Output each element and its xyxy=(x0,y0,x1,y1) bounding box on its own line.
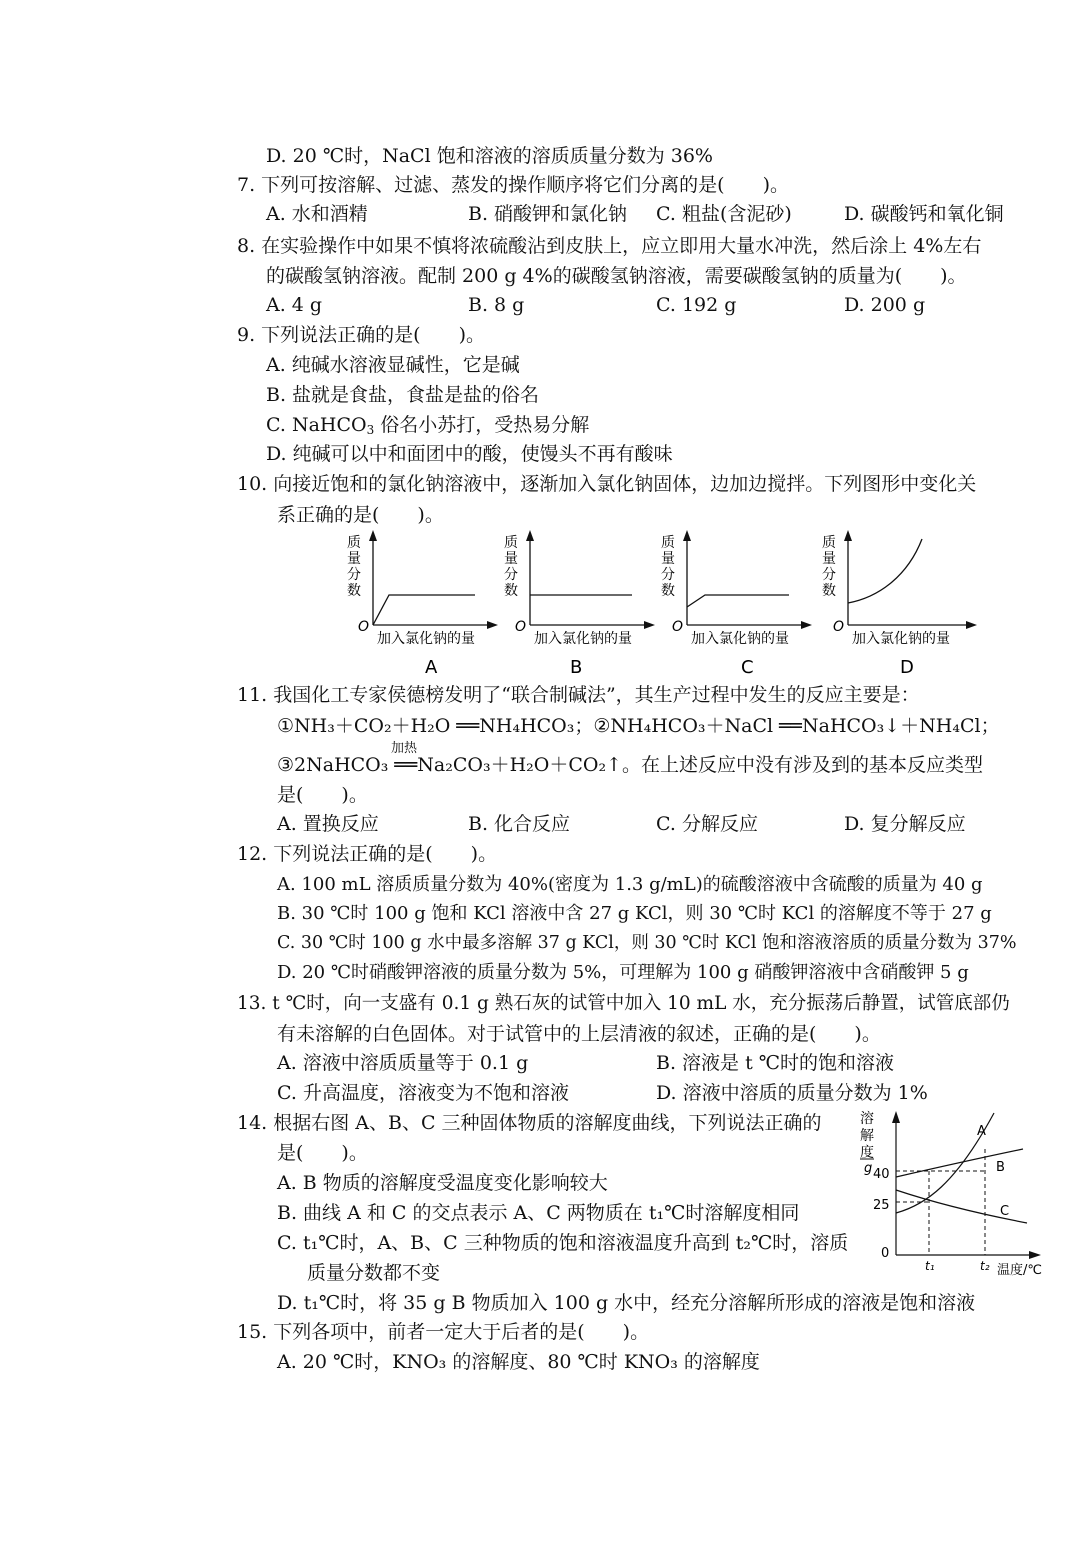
graph-letter: A xyxy=(425,657,438,678)
q14-option-b: B. 曲线 A 和 C 的交点表示 A、C 两物质在 t₁℃时溶解度相同 xyxy=(277,1202,800,1224)
curve-label-b: B xyxy=(996,1160,1005,1175)
origin-label: O xyxy=(672,619,684,635)
ylabel-char-3: 分 xyxy=(504,567,518,583)
q9-option-c xyxy=(266,412,589,438)
q15-stem: 15. 下列各项中，前者一定大于后者的是( )。 xyxy=(237,1321,650,1343)
q13-option-a: A. 溶液中溶质质量等于 0.1 g xyxy=(277,1052,529,1074)
x-axis-arrow xyxy=(644,621,655,629)
curve-label-a: A xyxy=(977,1124,986,1139)
graph-letter: B xyxy=(570,657,583,678)
q11-stem-end: 是( )。 xyxy=(277,784,368,806)
q8-option-b: B. 8 g xyxy=(468,294,525,316)
ylabel-char-3: 分 xyxy=(822,567,836,583)
q11-stem-line1: 11. 我国化工专家侯德榜发明了“联合制碱法”，其生产过程中发生的反应主要是： xyxy=(237,684,920,706)
ylabel-char-1: 质 xyxy=(661,535,675,551)
ylabel-char-3: 分 xyxy=(661,567,675,583)
q9-c-sub: 3 xyxy=(366,423,375,437)
origin-label: O xyxy=(515,619,527,635)
q8-stem-line2: 的碳酸氢钠溶液。配制 200 g 4%的碳酸氢钠溶液，需要碳酸氢钠的质量为( )。 xyxy=(266,265,967,287)
ylabel-char-2: 量 xyxy=(661,551,675,567)
x-axis-arrow xyxy=(801,621,812,629)
origin-label: O xyxy=(833,619,845,635)
ylabel-char-3: 分 xyxy=(347,567,361,583)
ylabel-char-1: 质 xyxy=(822,535,836,551)
q10-stem-line2: 系正确的是( )。 xyxy=(277,504,444,526)
q12-option-b: B. 30 ℃时 100 g 饱和 KCl 溶液中含 27 g KCl，则 30 ℃时 KCl 的溶解度不等于 27 g xyxy=(277,903,992,924)
ylabel-char-1: 质 xyxy=(504,535,518,551)
q10-graph-b-svg xyxy=(502,525,657,685)
q7-stem: 7. 下列可按溶解、过滤、蒸发的操作顺序将它们分离的是( )。 xyxy=(237,174,789,196)
ylabel-char-1: 质 xyxy=(347,535,361,551)
ylabel-char-3: 度 xyxy=(860,1145,874,1161)
q11-option-b: B. 化合反应 xyxy=(468,813,571,835)
q12-option-d: D. 20 ℃时硝酸钾溶液的质量分数为 5%，可理解为 100 g 硝酸钾溶液中含硝酸钾 5 g xyxy=(277,962,969,983)
y-axis-arrow xyxy=(892,1111,900,1123)
q10-graph-c xyxy=(659,525,814,685)
y-axis-arrow xyxy=(683,530,691,541)
q10-graph-a-svg xyxy=(345,525,500,685)
curve xyxy=(373,595,475,625)
x-axis-arrow xyxy=(966,621,977,629)
q12-option-c: C. 30 ℃时 100 g 水中最多溶解 37 g KCl，则 30 ℃时 KCl 饱和溶液溶质的质量分数为 37% xyxy=(277,933,1017,953)
y-axis-arrow xyxy=(369,530,377,541)
q7-option-c: C. 粗盐(含泥砂) xyxy=(656,203,792,225)
y-tick-25: 25 xyxy=(873,1198,890,1213)
ylabel-char-4: 数 xyxy=(822,583,836,599)
q10-graph-c-svg xyxy=(659,525,814,685)
q12-stem: 12. 下列说法正确的是( )。 xyxy=(237,843,498,865)
q14-option-c-line2: 质量分数都不变 xyxy=(307,1262,441,1284)
ylabel-char-2: 量 xyxy=(822,551,836,567)
origin-label: O xyxy=(358,619,370,635)
q13-option-d: D. 溶液中溶质的质量分数为 1% xyxy=(656,1082,928,1104)
q9-option-d: D. 纯碱可以中和面团中的酸，使馒头不再有酸味 xyxy=(266,443,673,465)
q14-stem-line2: 是( )。 xyxy=(277,1142,368,1164)
q10-graph-a xyxy=(345,525,500,685)
q9-c-post: 俗名小苏打，受热易分解 xyxy=(374,414,590,436)
x-axis-arrow xyxy=(487,621,498,629)
q7-option-a: A. 水和酒精 xyxy=(266,203,368,225)
q13-option-c: C. 升高温度，溶液变为不饱和溶液 xyxy=(277,1082,569,1104)
x-tick-t1: t₁ xyxy=(925,1259,935,1273)
xlabel: 加入氯化钠的量 xyxy=(377,631,475,647)
q8-option-a: A. 4 g xyxy=(266,294,323,316)
q14-option-a: A. B 物质的溶解度受温度变化影响较大 xyxy=(277,1172,608,1194)
y-tick-0: 0 xyxy=(881,1246,890,1261)
curve xyxy=(848,539,922,603)
q11-option-d: D. 复分解反应 xyxy=(844,813,966,835)
q8-option-c: C. 192 g xyxy=(656,294,737,316)
q11-r3-condition: 加热 xyxy=(391,741,418,756)
q10-stem-line1: 10. 向接近饱和的氯化钠溶液中，逐渐加入氯化钠固体，边加边搅拌。下列图形中变化关 xyxy=(237,473,977,495)
ylabel-char-2: 解 xyxy=(860,1128,874,1144)
graph-letter: C xyxy=(741,657,754,678)
q9-stem: 9. 下列说法正确的是( )。 xyxy=(237,324,485,346)
q12-option-a: A. 100 mL 溶质质量分数为 40%(密度为 1.3 g/mL)的硫酸溶液中含硫酸的质量为 40 g xyxy=(277,874,983,895)
y-tick-40: 40 xyxy=(873,1167,890,1182)
xlabel: 加入氯化钠的量 xyxy=(691,631,789,647)
q10-graph-d-svg xyxy=(820,525,980,685)
q9-option-b: B. 盐就是食盐，食盐是盐的俗名 xyxy=(266,384,540,406)
curve-label-c: C xyxy=(1000,1204,1010,1219)
ylabel-char-2: 量 xyxy=(347,551,361,567)
ylabel-char-4: g xyxy=(864,1161,873,1176)
q15-option-a: A. 20 ℃时，KNO₃ 的溶解度、80 ℃时 KNO₃ 的溶解度 xyxy=(277,1351,760,1373)
ylabel-char-4: 数 xyxy=(661,583,675,599)
y-axis-arrow xyxy=(844,530,852,541)
q14-option-c-line1: C. t₁℃时，A、B、C 三种物质的饱和溶液温度升高到 t₂℃时，溶质 xyxy=(277,1232,849,1254)
q8-option-d: D. 200 g xyxy=(844,294,926,316)
q13-option-b: B. 溶液是 t ℃时的饱和溶液 xyxy=(656,1052,895,1074)
q14-stem-line1: 14. 根据右图 A、B、C 三种固体物质的溶解度曲线，下列说法正确的 xyxy=(237,1112,822,1134)
xlabel: 温度/℃ xyxy=(997,1263,1042,1278)
q11-option-a: A. 置换反应 xyxy=(277,813,379,835)
graph-letter: D xyxy=(900,657,914,678)
q11-option-c: C. 分解反应 xyxy=(656,813,758,835)
q10-graph-d xyxy=(820,525,980,685)
q8-stem-line1: 8. 在实验操作中如果不慎将浓硫酸沾到皮肤上，应立即用大量水冲洗，然后涂上 4%左右 xyxy=(237,235,982,257)
ylabel-char-4: 数 xyxy=(347,583,361,599)
q9-c-pre: C. NaHCO xyxy=(266,414,367,436)
ylabel-char-2: 量 xyxy=(504,551,518,567)
curve xyxy=(687,595,789,607)
q9-option-a: A. 纯碱水溶液显碱性，它是碱 xyxy=(266,354,520,376)
x-tick-t2: t₂ xyxy=(980,1259,990,1273)
q11-reaction-3: ③2NaHCO₃ ══Na₂CO₃＋H₂O＋CO₂↑。在上述反应中没有涉及到的基本反应类型 xyxy=(277,754,984,776)
q7-option-d: D. 碳酸钙和氧化铜 xyxy=(844,203,1004,225)
ylabel-char-1: 溶 xyxy=(860,1111,874,1127)
q6-option-d: D. 20 ℃时，NaCl 饱和溶液的溶质质量分数为 36% xyxy=(266,145,713,167)
q13-stem-line2: 有未溶解的白色固体。对于试管中的上层清液的叙述，正确的是( )。 xyxy=(277,1023,881,1045)
q14-option-d: D. t₁℃时，将 35 g B 物质加入 100 g 水中，经充分溶解所形成的溶液是饱和溶液 xyxy=(277,1292,976,1314)
q14-solubility-graph-svg xyxy=(855,1105,1050,1280)
q7-option-b: B. 硝酸钾和氯化钠 xyxy=(468,203,628,225)
q10-graph-b xyxy=(502,525,657,685)
xlabel: 加入氯化钠的量 xyxy=(852,631,950,647)
q14-solubility-graph xyxy=(855,1105,1050,1280)
ylabel-char-4: 数 xyxy=(504,583,518,599)
q13-stem-line1: 13. t ℃时，向一支盛有 0.1 g 熟石灰的试管中加入 10 mL 水，充分振荡后静置，试管底部仍 xyxy=(237,993,1010,1014)
y-axis-arrow xyxy=(526,530,534,541)
xlabel: 加入氯化钠的量 xyxy=(534,631,632,647)
q11-reactions-1-2: ①NH₃＋CO₂＋H₂O ══NH₄HCO₃；②NH₄HCO₃＋NaCl ══NaHCO₃↓＋NH₄Cl； xyxy=(277,715,1000,737)
x-axis-arrow xyxy=(1029,1251,1041,1259)
